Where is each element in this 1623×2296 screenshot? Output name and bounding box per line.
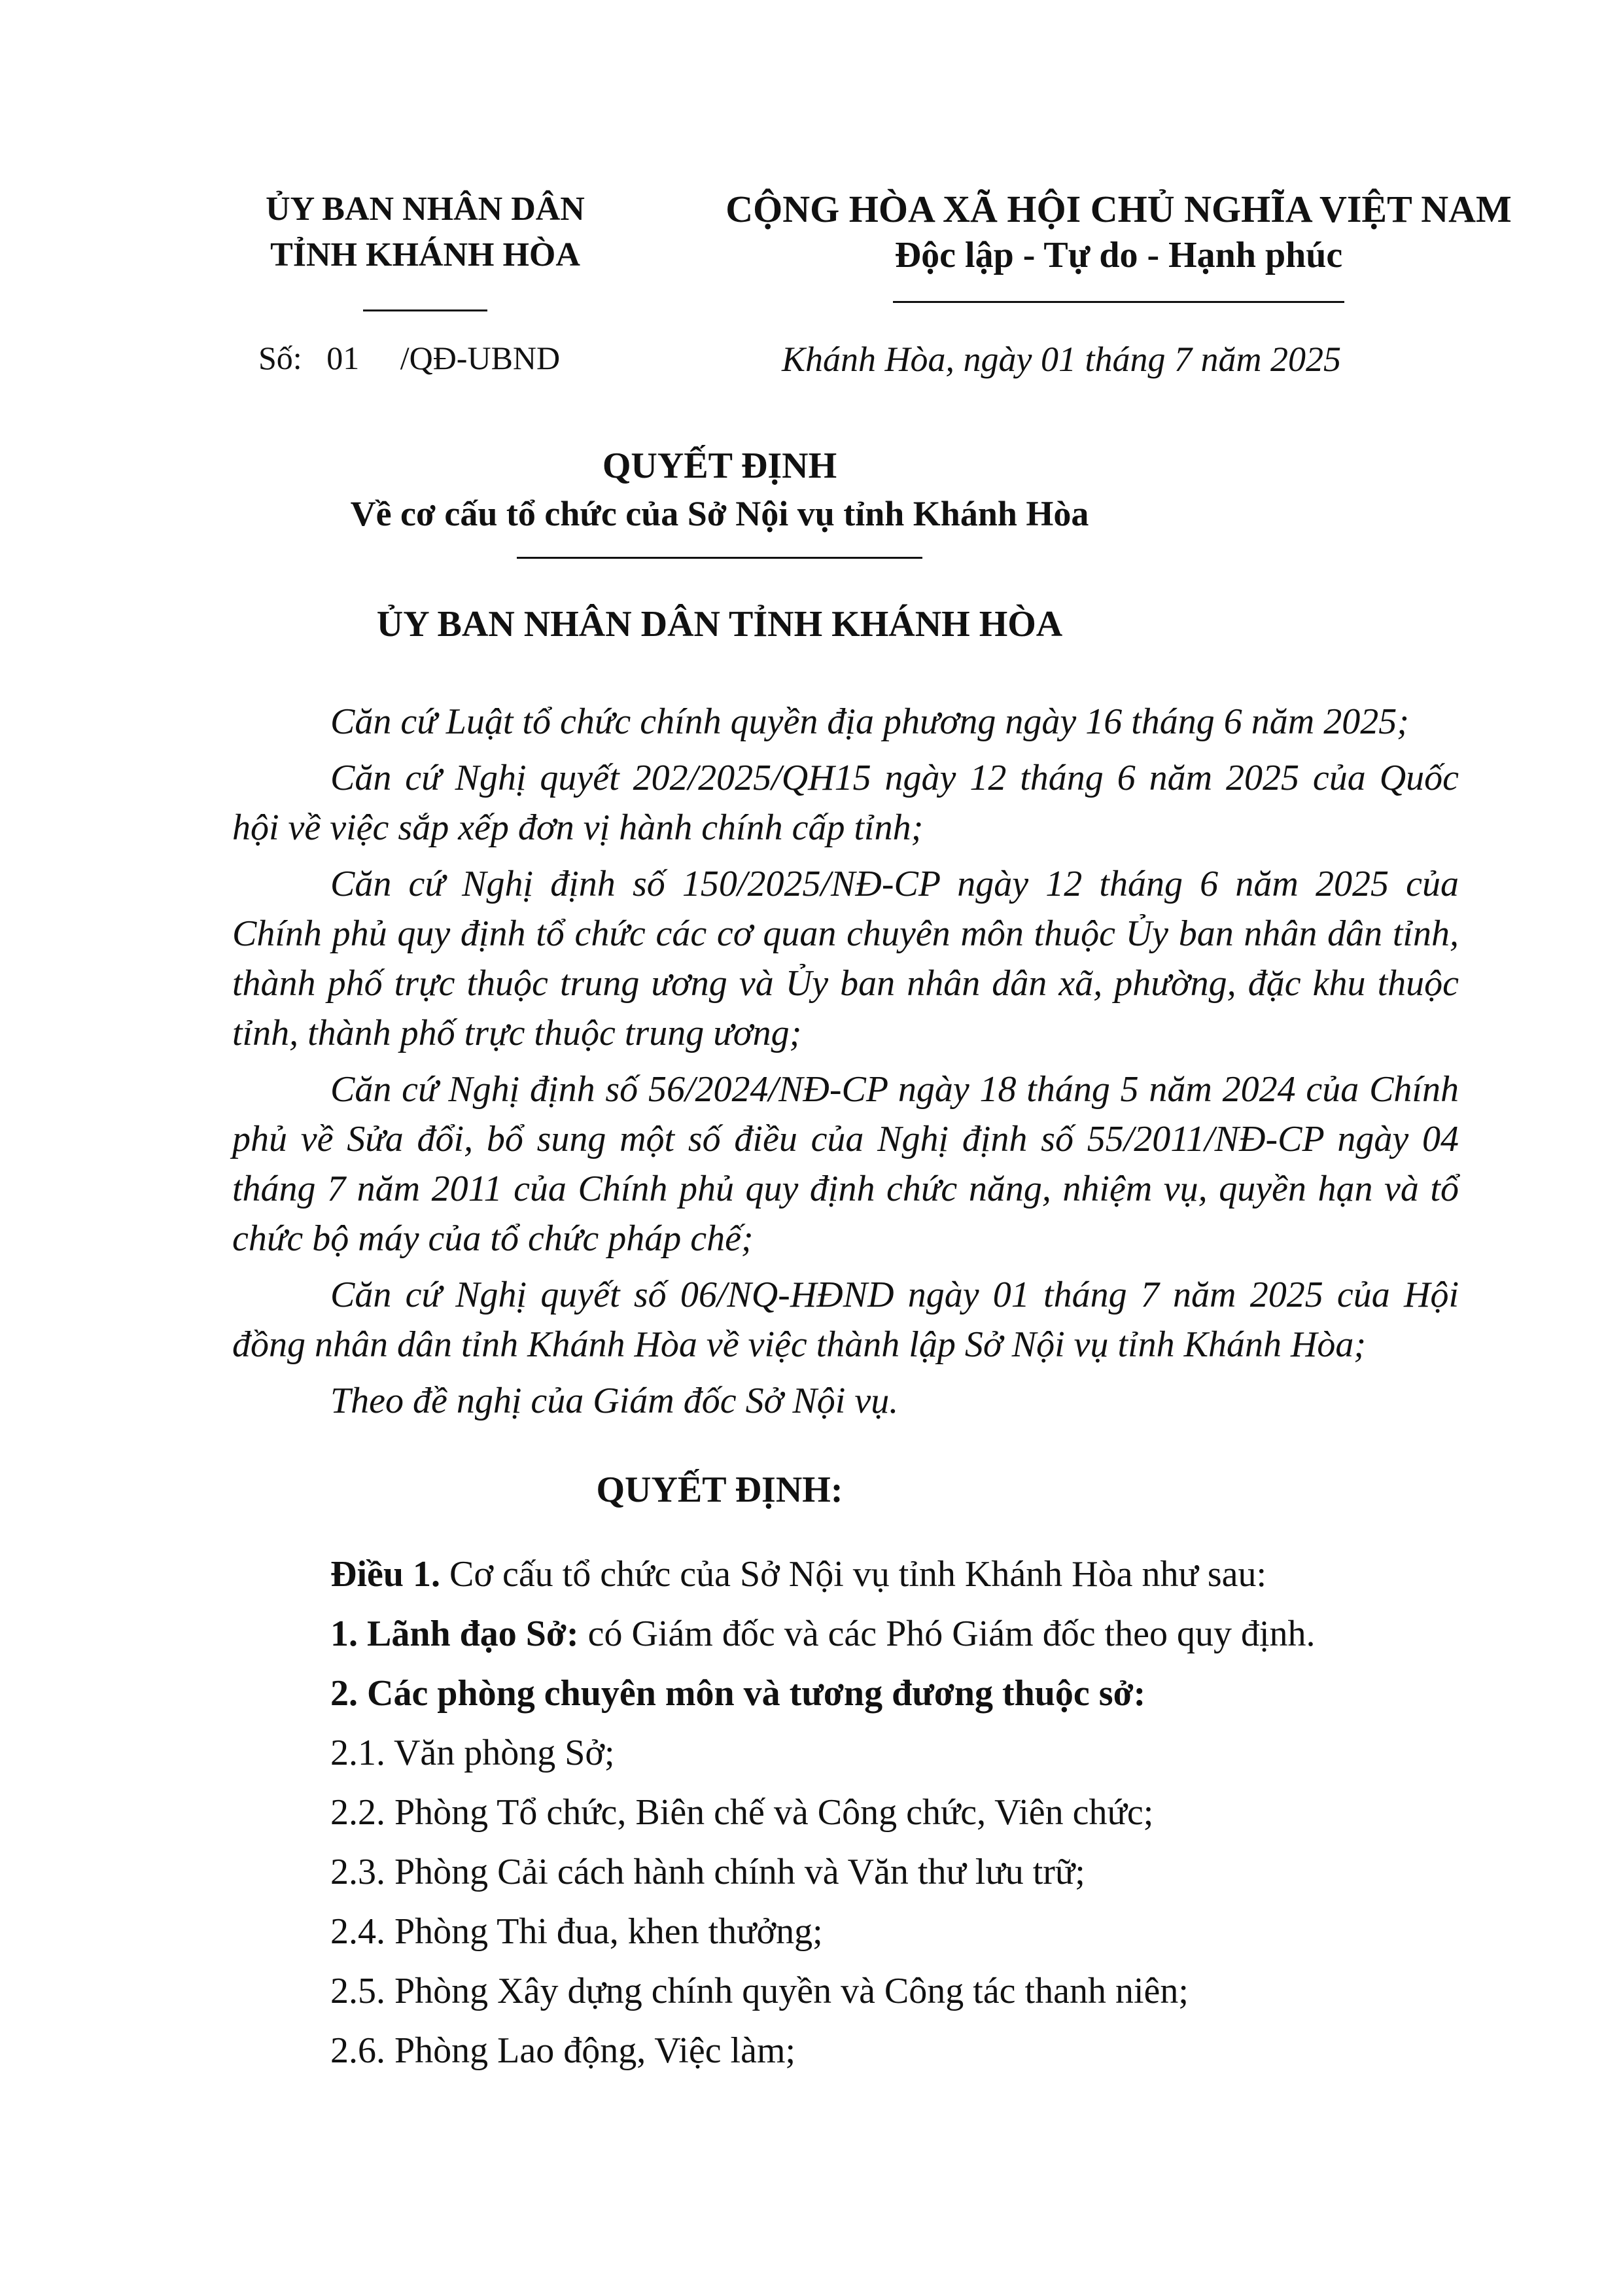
issuing-authority: ỦY BAN NHÂN DÂN TỈNH KHÁNH HÒA (376, 604, 1063, 645)
national-motto (667, 186, 1570, 303)
legal-basis-6: Theo đề nghị của Giám đốc Sở Nội vụ. (330, 1381, 899, 1421)
agency-underline (363, 309, 487, 311)
decision-heading: QUYẾT ĐỊNH: (596, 1470, 843, 1510)
article-1-text: Cơ cấu tổ chức của Sở Nội vụ tỉnh Khánh Hòa như sau: (440, 1554, 1267, 1595)
legal-basis-1: Căn cứ Luật tổ chức chính quyền địa phương ngày 16 tháng 6 năm 2025; (330, 701, 1409, 742)
document-title (236, 442, 1204, 559)
title-line1: QUYẾT ĐỊNH (602, 446, 837, 486)
department-item: 2.3. Phòng Cải cách hành chính và Văn thư lưu trữ; (330, 1852, 1085, 1892)
country-name: CỘNG HÒA XÃ HỘI CHỦ NGHĨA VIỆT NAM (725, 188, 1512, 230)
department-item: 2.5. Phòng Xây dựng chính quyền và Công tác thanh niên; (330, 1971, 1189, 2011)
department-item: 2.4. Phòng Thi đua, khen thưởng; (330, 1911, 823, 1952)
legal-basis-4: Căn cứ Nghị định số 56/2024/NĐ-CP ngày 18 tháng 5 năm 2024 của Chính phủ về Sửa đổi, bổ sung một số điều của Nghị định số 55/2011/NĐ-CP ngày 04 tháng 7 năm 2011 của Chính phủ quy định chức năng, nhiệm vụ, quyền hạn và tổ chức bộ máy của tổ chức pháp chế; (232, 1069, 1459, 1259)
legal-bases (232, 697, 1459, 1432)
section-1 (330, 1609, 1469, 1659)
articles (330, 1549, 1469, 2085)
motto: Độc lập - Tự do - Hạnh phúc (894, 235, 1343, 275)
title-underline (517, 557, 922, 559)
section-1-text: có Giám đốc và các Phó Giám đốc theo quy định. (578, 1614, 1316, 1654)
issuing-agency (236, 186, 615, 311)
article-1 (330, 1549, 1469, 1599)
motto-underline (893, 301, 1344, 303)
section-2 (330, 1669, 1469, 1718)
agency-name-line1: ỦY BAN NHÂN DÂN (266, 190, 585, 228)
legal-basis-5: Căn cứ Nghị quyết số 06/NQ-HĐND ngày 01 tháng 7 năm 2025 của Hội đồng nhân dân tỉnh Khánh Hòa về việc thành lập Sở Nội vụ tỉnh Khánh Hòa; (232, 1275, 1459, 1365)
agency-name-line2: TỈNH KHÁNH HÒA (270, 236, 580, 274)
article-1-label: Điều 1. (330, 1554, 440, 1595)
title-line2: Về cơ cấu tổ chức của Sở Nội vụ tỉnh Khánh Hòa (350, 494, 1089, 533)
department-item: 2.1. Văn phòng Sở; (330, 1733, 615, 1773)
place-date: Khánh Hòa, ngày 01 tháng 7 năm 2025 (782, 340, 1341, 379)
department-item: 2.6. Phòng Lao động, Việc làm; (330, 2030, 796, 2071)
number-suffix: /QĐ-UBND (400, 340, 561, 376)
number-value: 01 (326, 340, 360, 376)
section-2-label: 2. Các phòng chuyên môn và tương đương thuộc sở: (330, 1673, 1146, 1714)
section-1-label: 1. Lãnh đạo Sở: (330, 1614, 579, 1654)
legal-basis-3: Căn cứ Nghị định số 150/2025/NĐ-CP ngày 12 tháng 6 năm 2025 của Chính phủ quy định tổ chức các cơ quan chuyên môn thuộc Ủy ban nhân dân tỉnh, thành phố trực thuộc trung ương và Ủy ban nhân dân xã, phường, đặc khu thuộc tỉnh, thành phố trực thuộc trung ương; (232, 864, 1459, 1053)
legal-basis-2: Căn cứ Nghị quyết 202/2025/QH15 ngày 12 tháng 6 năm 2025 của Quốc hội về việc sắp xếp đơn vị hành chính cấp tỉnh; (232, 758, 1459, 848)
number-prefix: Số: (258, 340, 302, 376)
document-number (258, 339, 560, 377)
department-item: 2.2. Phòng Tổ chức, Biên chế và Công chức, Viên chức; (330, 1792, 1154, 1833)
